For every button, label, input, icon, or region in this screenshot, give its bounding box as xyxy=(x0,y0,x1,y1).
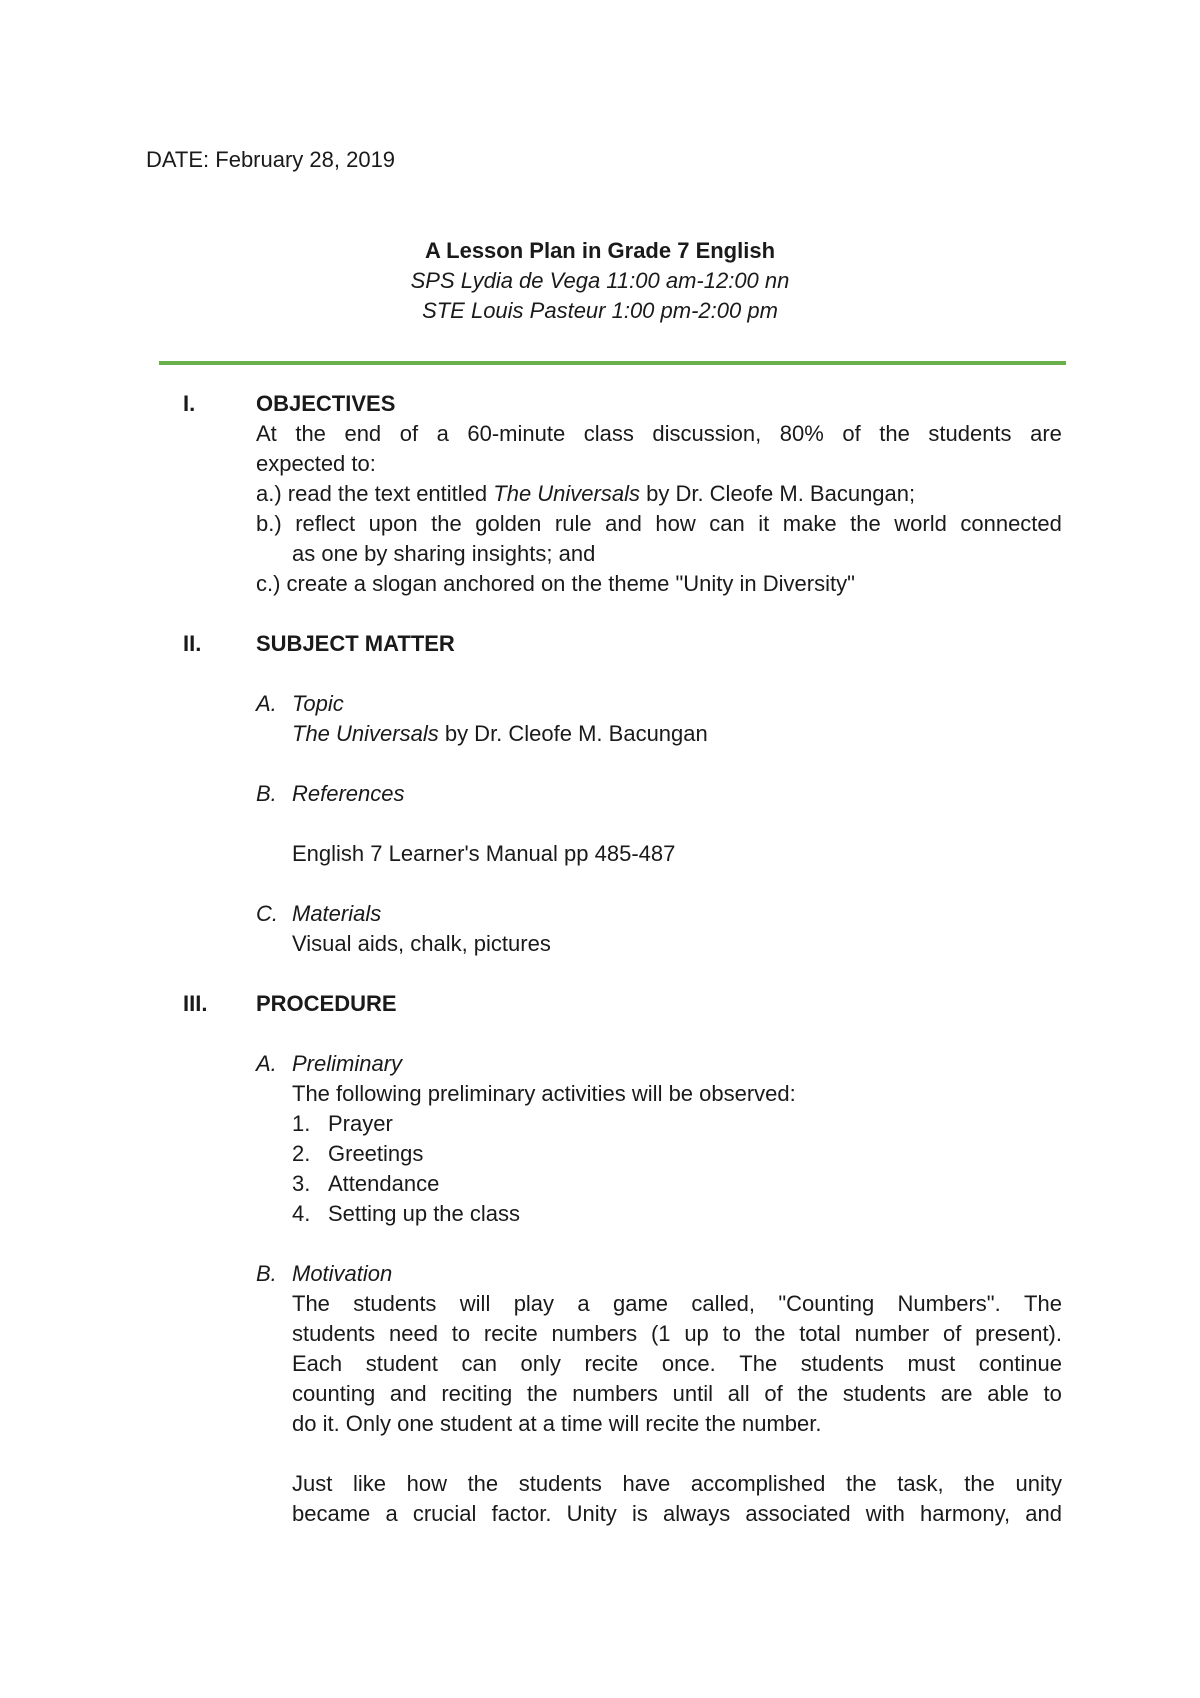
motivation-line: Each student can only recite once. The students must continue xyxy=(292,1351,1062,1376)
topic-text xyxy=(292,721,708,747)
motivation-letter: B. xyxy=(256,1261,277,1286)
objective-a-prefix: a.) read the text entitled xyxy=(256,481,494,506)
section-numeral-objectives: I. xyxy=(183,391,196,416)
references-letter: B. xyxy=(256,781,277,806)
objectives-intro-line-1: At the end of a 60-minute class discussion, 80% of the students are xyxy=(256,421,1062,446)
preliminary-letter: A. xyxy=(256,1051,277,1076)
list-item-number: 4. xyxy=(292,1201,311,1226)
objective-b-line-2: as one by sharing insights; and xyxy=(292,541,596,566)
references-label: References xyxy=(292,781,405,806)
section-heading-objectives: OBJECTIVES xyxy=(256,391,396,416)
objective-a xyxy=(256,481,915,507)
topic-author: by Dr. Cleofe M. Bacungan xyxy=(438,721,708,746)
list-item-number: 2. xyxy=(292,1141,311,1166)
section-numeral-subject-matter: II. xyxy=(183,631,202,656)
objective-c: c.) create a slogan anchored on the theme "Unity in Diversity" xyxy=(256,571,855,596)
list-item-number: 1. xyxy=(292,1111,311,1136)
topic-letter: A. xyxy=(256,691,277,716)
list-item: Setting up the class xyxy=(328,1201,521,1226)
materials-text: Visual aids, chalk, pictures xyxy=(292,931,551,956)
section-numeral-procedure: III. xyxy=(183,991,208,1016)
preliminary-intro: The following preliminary activities will be observed: xyxy=(292,1081,796,1106)
document-title: A Lesson Plan in Grade 7 English xyxy=(424,238,776,263)
list-item: Prayer xyxy=(328,1111,393,1136)
topic-title: The Universals xyxy=(292,721,439,746)
section-heading-procedure: PROCEDURE xyxy=(256,991,397,1016)
section-heading-subject-matter: SUBJECT MATTER xyxy=(256,631,455,656)
materials-letter: C. xyxy=(256,901,278,926)
objectives-intro-line-2: expected to: xyxy=(256,451,376,476)
schedule-section-2: STE Louis Pasteur 1:00 pm-2:00 pm xyxy=(422,298,778,323)
schedule-section-1: SPS Lydia de Vega 11:00 am-12:00 nn xyxy=(410,268,790,293)
header-divider xyxy=(159,361,1066,365)
objective-b-line-1: b.) reflect upon the golden rule and how can it make the world connected xyxy=(256,511,1062,536)
topic-label: Topic xyxy=(292,691,344,716)
lesson-date: DATE: February 28, 2019 xyxy=(146,147,396,172)
motivation-line: The students will play a game called, "Counting Numbers". The xyxy=(292,1291,1062,1316)
list-item: Attendance xyxy=(328,1171,440,1196)
motivation-line: counting and reciting the numbers until all of the students are able to xyxy=(292,1381,1062,1406)
list-item: Greetings xyxy=(328,1141,424,1166)
motivation-label: Motivation xyxy=(292,1261,393,1286)
motivation-line: students need to recite numbers (1 up to the total number of present). xyxy=(292,1321,1062,1346)
motivation-line: do it. Only one student at a time will recite the number. xyxy=(292,1411,822,1436)
materials-label: Materials xyxy=(292,901,382,926)
unity-line: Just like how the students have accomplished the task, the unity xyxy=(292,1471,1062,1496)
references-text: English 7 Learner's Manual pp 485-487 xyxy=(292,841,676,866)
preliminary-label: Preliminary xyxy=(292,1051,403,1076)
objective-a-title: The Universals xyxy=(493,481,640,506)
unity-line: became a crucial factor. Unity is always associated with harmony, and xyxy=(292,1501,1062,1526)
list-item-number: 3. xyxy=(292,1171,311,1196)
objective-a-suffix: by Dr. Cleofe M. Bacungan; xyxy=(639,481,916,506)
